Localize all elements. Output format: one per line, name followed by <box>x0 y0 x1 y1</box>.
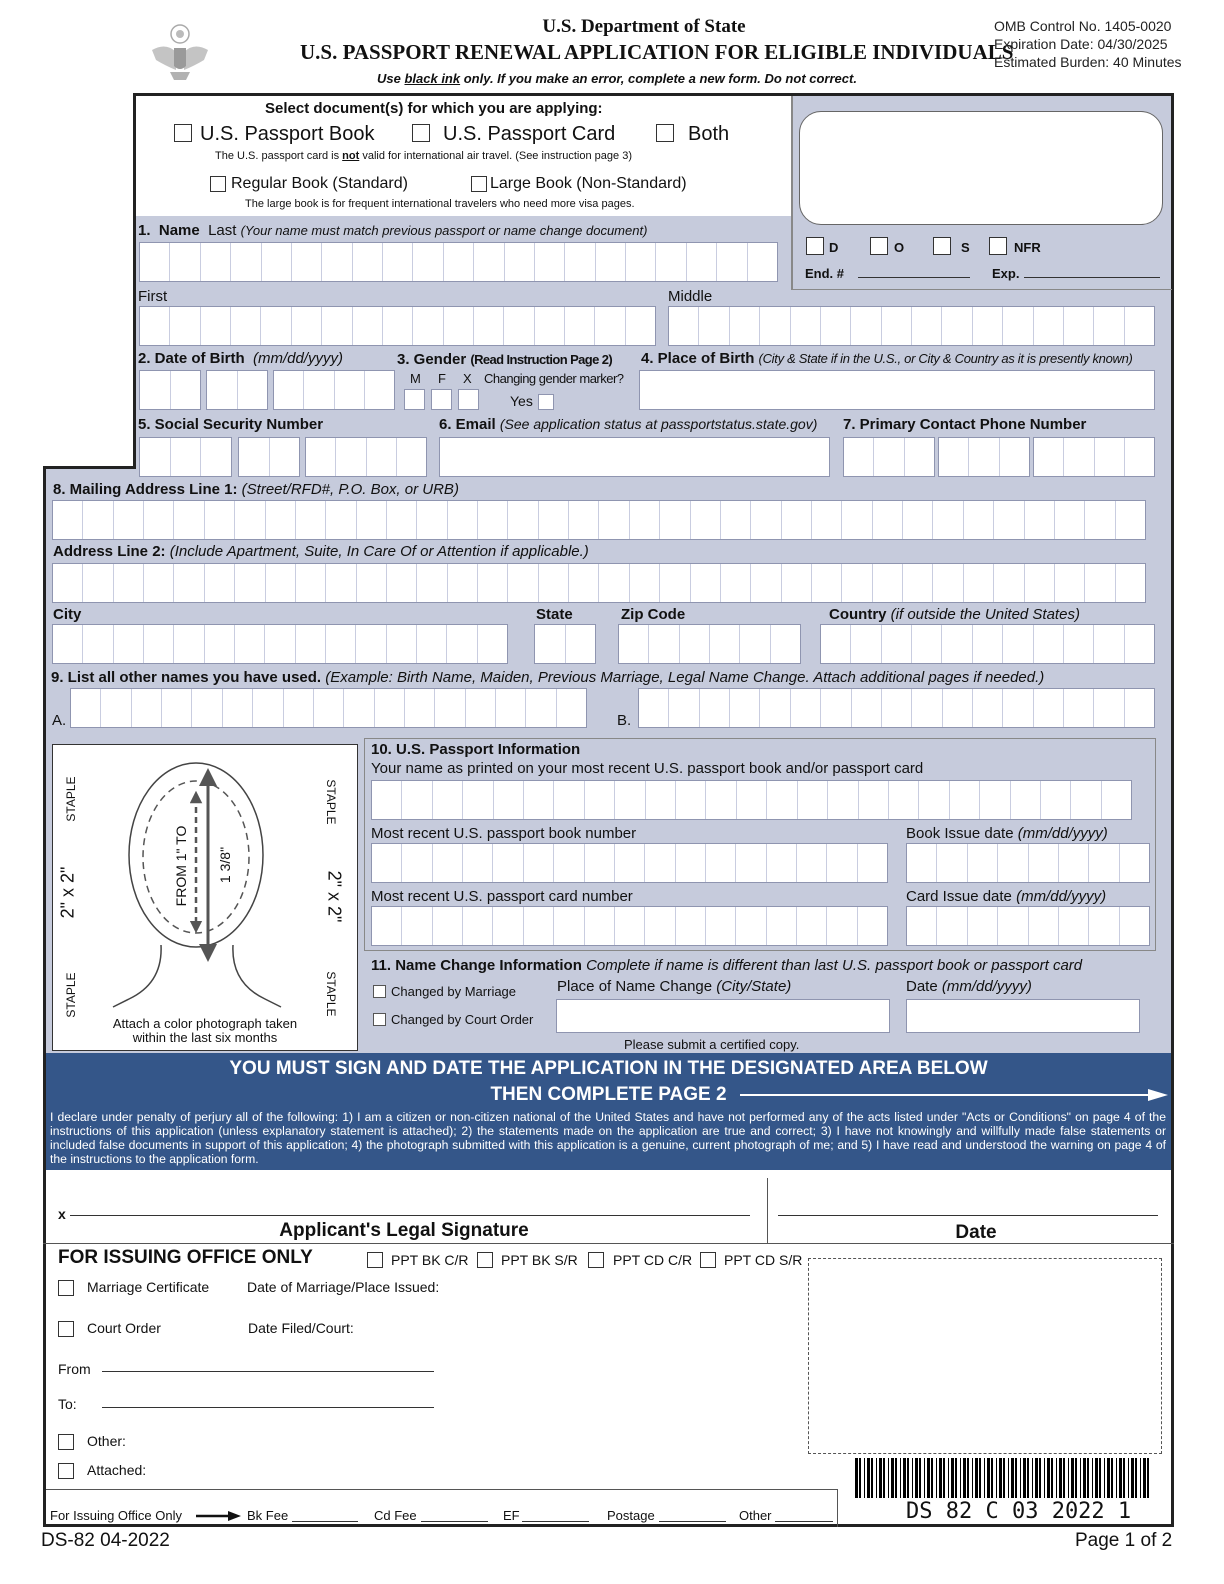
last-name-label: Last <box>208 222 237 239</box>
gender-m-box[interactable] <box>404 389 425 410</box>
office-d-checkbox[interactable] <box>806 237 824 255</box>
barcode-bar <box>979 1458 981 1498</box>
last-name-note: (Your name must match previous passport or name change document) <box>240 223 648 238</box>
state-field[interactable] <box>534 624 596 664</box>
card-date-title: Card Issue date <box>906 888 1012 905</box>
barcode-bar <box>1095 1458 1098 1498</box>
barcode-bar <box>927 1458 930 1498</box>
name-change-title: 11. Name Change Information <box>371 957 582 974</box>
office-end-label: End. # <box>805 266 845 281</box>
ppt-cd-cr-label: PPT CD C/R <box>613 1252 693 1268</box>
signature-date-label: Date <box>955 1222 997 1243</box>
regular-book-checkbox[interactable] <box>210 176 226 192</box>
barcode-bar <box>1027 1458 1029 1498</box>
office-o-checkbox[interactable] <box>870 237 888 255</box>
ppt-cd-sr-label: PPT CD S/R <box>724 1252 803 1268</box>
changed-court-checkbox[interactable] <box>373 1013 386 1026</box>
ssn-part3-field[interactable] <box>305 437 427 477</box>
barcode-bar <box>984 1458 985 1498</box>
department-name: U.S. Department of State <box>542 16 746 37</box>
form-title: U.S. PASSPORT RENEWAL APPLICATION FOR ELIGIBLE INDIVIDUALS <box>300 40 1014 64</box>
pob-label <box>641 350 1133 367</box>
office-exp-label: Exp. <box>992 266 1020 281</box>
dob-title: 2. Date of Birth <box>138 350 245 367</box>
book-number-label: Most recent U.S. passport book number <box>371 825 637 842</box>
ppt-bk-sr-checkbox[interactable] <box>477 1252 493 1268</box>
barcode-bar <box>975 1458 978 1498</box>
form-number: DS-82 04-2022 <box>41 1530 170 1551</box>
change-date-label <box>906 978 1032 995</box>
pob-hint: (City & State if in the U.S., or City & Country as it is presently known) <box>758 351 1133 366</box>
date-filed-label: Date Filed/Court: <box>248 1320 354 1336</box>
fees-office-label: For Issuing Office Only <box>50 1508 182 1523</box>
staple-top-right: STAPLE <box>324 779 338 825</box>
barcode-bar <box>991 1458 993 1498</box>
date-marriage-label: Date of Marriage/Place Issued: <box>247 1279 440 1295</box>
office-end-line <box>858 264 970 278</box>
head-outline-icon <box>53 745 357 1050</box>
barcode-bar <box>888 1458 889 1498</box>
barcode-bar <box>948 1458 949 1498</box>
page-number: Page 1 of 2 <box>1075 1530 1173 1551</box>
gender-hint: (Read Instruction Page 2) <box>470 352 613 367</box>
office-o-label: O <box>894 240 905 255</box>
office-nfr-label: NFR <box>1014 240 1041 255</box>
office-s-label: S <box>961 240 970 255</box>
barcode-bar <box>900 1458 901 1498</box>
attached-checkbox[interactable] <box>58 1463 74 1479</box>
barcode-bar <box>912 1458 913 1498</box>
photo-size-right: 2" x 2" <box>324 870 345 923</box>
mailing-hint: (Street/RFD#, P.O. Box, or URB) <box>241 481 459 498</box>
barcode-bar <box>1147 1458 1149 1498</box>
zip-label: Zip Code <box>621 606 686 623</box>
attached-label: Attached: <box>87 1462 147 1478</box>
photo-size-left: 2" x 2" <box>57 866 78 919</box>
card-number-field[interactable] <box>371 906 888 946</box>
country-label <box>829 606 1080 623</box>
barcode-bar <box>967 1458 969 1498</box>
postage-line[interactable] <box>659 1508 726 1522</box>
ssn-label: 5. Social Security Number <box>138 416 324 433</box>
gender-f: F <box>438 371 446 386</box>
barcode-bar <box>951 1458 954 1498</box>
office-d-label: D <box>829 240 839 255</box>
to-label: To: <box>58 1396 77 1412</box>
other-name-a-field[interactable] <box>70 688 587 728</box>
barcode-bar <box>1104 1458 1105 1498</box>
name-num: 1. <box>138 222 151 239</box>
barcode-bar <box>883 1458 885 1498</box>
barcode-bar <box>999 1458 1002 1498</box>
barcode-bar <box>1044 1458 1045 1498</box>
passport-info-heading: 10. U.S. Passport Information <box>371 741 581 758</box>
email-field[interactable] <box>439 437 830 477</box>
issuing-stamp-area <box>808 1258 1162 1454</box>
phone-area-field[interactable] <box>843 437 935 477</box>
barcode <box>855 1458 1155 1498</box>
dob-hint: (mm/dd/yyyy) <box>253 350 344 367</box>
date-line[interactable] <box>778 1200 1158 1216</box>
barcode-bar <box>996 1458 997 1498</box>
name-title: Name <box>158 222 200 239</box>
photo-from-label: FROM 1" TO <box>173 825 189 907</box>
barcode-bar <box>1087 1458 1089 1498</box>
barcode-bar <box>1039 1458 1041 1498</box>
sign-banner-line2: THEN COMPLETE PAGE 2 <box>490 1084 727 1105</box>
photo-guide-drawing <box>53 745 357 1050</box>
card-note-not: not <box>342 150 360 162</box>
ink-pre: Use <box>377 71 405 86</box>
barcode-bar <box>1099 1458 1101 1498</box>
gender-changing-label: Changing gender marker? <box>484 371 624 386</box>
mailing-line1-label <box>53 481 459 498</box>
barcode-bar <box>1032 1458 1033 1498</box>
barcode-bar <box>907 1458 909 1498</box>
large-book-label: Large Book (Non-Standard) <box>490 175 687 192</box>
card-note-pre: The U.S. passport card is <box>215 150 343 162</box>
doc-select-heading: Select document(s) for which you are applying: <box>265 100 603 117</box>
changed-court-label: Changed by Court Order <box>391 1012 534 1027</box>
barcode-bar <box>1059 1458 1062 1498</box>
marriage-cert-checkbox[interactable] <box>58 1280 74 1296</box>
zip-field[interactable] <box>618 624 801 664</box>
large-book-note: The large book is for frequent international travelers who need more visa pages. <box>245 198 635 210</box>
sign-banner-line1: YOU MUST SIGN AND DATE THE APPLICATION IN THE DESIGNATED AREA BELOW <box>229 1058 988 1079</box>
barcode-bar <box>1143 1458 1146 1498</box>
barcode-bar <box>879 1458 882 1498</box>
book-label: U.S. Passport Book <box>200 123 375 145</box>
office-nfr-checkbox[interactable] <box>989 237 1007 255</box>
middle-name-field[interactable] <box>668 306 1155 346</box>
barcode-bar <box>936 1458 937 1498</box>
gender-yes-label: Yes <box>510 393 533 409</box>
card-note-post: valid for international air travel. (See instruction page 3) <box>359 150 632 162</box>
dob-year-field[interactable] <box>273 370 395 410</box>
barcode-bar <box>1003 1458 1005 1498</box>
email-hint: (See application status at passportstatus.state.gov) <box>499 416 818 432</box>
barcode-bar <box>1135 1458 1137 1498</box>
book-number-field[interactable] <box>371 843 888 883</box>
photo-attach-text <box>53 1017 357 1045</box>
mailing-line1-field[interactable] <box>52 500 1146 540</box>
barcode-bar <box>876 1458 877 1498</box>
declaration-text: I declare under penalty of perjury all of the following: 1) I am a citizen or non-citizen national of the United States and have not performed any of the acts listed under "Acts or Conditions" on page 4 of the instructions of this application (unless explanatory statement is attached); 2) the statements made on the application are true and correct; 3) I have not knowingly and willfully made false statements or included false documents in support of this application; 4) the photograph submitted with this application is a genuine, current photograph of me; and 5) I have read and understood the warning on page 4 of the instructions to the application form. <box>50 1110 1166 1166</box>
barcode-bar <box>1111 1458 1113 1498</box>
card-date-label <box>906 888 1106 905</box>
barcode-bar <box>1116 1458 1117 1498</box>
gender-title: 3. Gender <box>397 351 467 368</box>
bk-fee-line[interactable] <box>292 1508 358 1522</box>
barcode-bar <box>891 1458 894 1498</box>
barcode-bar <box>1023 1458 1026 1498</box>
ppt-bk-cr-label: PPT BK C/R <box>391 1252 469 1268</box>
fees-other-label: Other <box>739 1508 772 1523</box>
issuing-heading: FOR ISSUING OFFICE ONLY <box>58 1247 313 1268</box>
barcode-bar <box>955 1458 957 1498</box>
barcode-bar <box>987 1458 990 1498</box>
ink-post: only. If you make an error, complete a new form. Do not correct. <box>460 71 857 86</box>
middle-name-label: Middle <box>668 288 713 305</box>
form-notch-line <box>43 466 136 469</box>
card-number-label: Most recent U.S. passport card number <box>371 888 633 905</box>
barcode-bar <box>1063 1458 1065 1498</box>
barcode-bar <box>1008 1458 1009 1498</box>
passport-name-label: Your name as printed on your most recent U.S. passport book and/or passport card <box>371 760 924 777</box>
first-name-field[interactable] <box>139 306 656 346</box>
pob-field[interactable] <box>639 370 1155 410</box>
card-label: U.S. Passport Card <box>443 123 616 145</box>
mailing-title: 8. Mailing Address Line 1: <box>53 481 238 498</box>
court-order-label: Court Order <box>87 1320 161 1336</box>
arrow-right-icon <box>740 1087 1170 1103</box>
barcode-bar <box>1068 1458 1069 1498</box>
office-s-checkbox[interactable] <box>933 237 951 255</box>
ppt-cd-sr-checkbox[interactable] <box>700 1252 716 1268</box>
ink-underlined: black ink <box>404 71 461 86</box>
from-line[interactable] <box>102 1356 434 1372</box>
barcode-bar <box>924 1458 925 1498</box>
last-name-field[interactable] <box>139 242 778 282</box>
expiration-date: Expiration Date: 04/30/2025 <box>994 36 1168 52</box>
bk-fee-label: Bk Fee <box>247 1508 289 1523</box>
country-hint: (if outside the United States) <box>890 606 1080 623</box>
gender-label <box>397 351 612 368</box>
ppt-bk-cr-checkbox[interactable] <box>367 1252 383 1268</box>
book-date-title: Book Issue date <box>906 825 1014 842</box>
barcode-bar <box>895 1458 897 1498</box>
barcode-bar <box>1020 1458 1021 1498</box>
gender-f-box[interactable] <box>431 389 452 410</box>
barcode-bar <box>1056 1458 1057 1498</box>
barcode-bar <box>1047 1458 1050 1498</box>
photo-to-label: 1 3/8" <box>217 846 233 884</box>
pob-title: 4. Place of Birth <box>641 350 755 367</box>
phone-prefix-field[interactable] <box>938 437 1030 477</box>
barcode-bar <box>1080 1458 1081 1498</box>
barcode-bar <box>1107 1458 1110 1498</box>
staple-top-left: STAPLE <box>64 776 78 822</box>
email-label <box>439 416 817 433</box>
mailing-line2-field[interactable] <box>52 563 1146 603</box>
state-label: State <box>536 606 573 623</box>
other-names-hint: (Example: Birth Name, Maiden, Previous Marriage, Legal Name Change. Attach additional pages if needed.) <box>325 669 1045 686</box>
city-field[interactable] <box>52 624 508 664</box>
change-date-hint: (mm/dd/yyyy) <box>941 978 1032 995</box>
barcode-bar <box>1015 1458 1017 1498</box>
cd-fee-line[interactable] <box>421 1508 488 1522</box>
name-change-hint: Complete if name is different than last U.S. passport book or passport card <box>586 957 1083 974</box>
staple-bottom-right: STAPLE <box>324 971 338 1017</box>
name-label <box>138 222 647 239</box>
ssn-part2-field[interactable] <box>238 437 300 477</box>
line2-title: Address Line 2: <box>53 543 166 560</box>
ppt-cd-cr-checkbox[interactable] <box>588 1252 604 1268</box>
other-name-a-label: A. <box>52 712 67 729</box>
barcode-bar <box>972 1458 973 1498</box>
barcode-icon <box>855 1458 1155 1498</box>
barcode-bar <box>931 1458 933 1498</box>
ppt-bk-sr-label: PPT BK S/R <box>501 1252 578 1268</box>
book-checkbox[interactable] <box>174 124 192 142</box>
gender-m: M <box>410 371 421 386</box>
barcode-bar <box>943 1458 945 1498</box>
large-book-checkbox[interactable] <box>471 176 487 192</box>
fees-other-line[interactable] <box>775 1508 833 1522</box>
barcode-bar <box>1051 1458 1053 1498</box>
barcode-bar <box>864 1458 865 1498</box>
card-note <box>215 150 632 162</box>
signature-line[interactable] <box>70 1200 750 1216</box>
cd-fee-label: Cd Fee <box>374 1508 417 1523</box>
signature-label: Applicant's Legal Signature <box>279 1220 529 1241</box>
barcode-bar <box>1140 1458 1141 1498</box>
email-title: 6. Email <box>439 416 496 433</box>
office-stamp-box <box>799 111 1163 225</box>
omb-info <box>994 17 1182 71</box>
barcode-bar <box>939 1458 942 1498</box>
changed-marriage-label: Changed by Marriage <box>391 984 517 999</box>
phone-label: 7. Primary Contact Phone Number <box>843 416 1087 433</box>
staple-bottom-left: STAPLE <box>64 972 78 1018</box>
certified-copy-note: Please submit a certified copy. <box>624 1037 800 1052</box>
barcode-bar <box>855 1458 858 1498</box>
country-title: Country <box>829 606 887 623</box>
marriage-cert-label: Marriage Certificate <box>87 1279 210 1295</box>
ef-line[interactable] <box>522 1508 589 1522</box>
card-date-hint: (mm/dd/yyyy) <box>1016 888 1107 905</box>
both-label: Both <box>688 123 730 145</box>
regular-book-label: Regular Book (Standard) <box>231 175 408 192</box>
office-box-divider <box>791 96 793 290</box>
passport-name-field[interactable] <box>371 780 1132 820</box>
mailing-line2-label <box>53 543 589 560</box>
place-change-hint: (City/State) <box>716 978 792 995</box>
card-checkbox[interactable] <box>412 124 430 142</box>
gender-yes-box[interactable] <box>538 394 554 410</box>
book-date-hint: (mm/dd/yyyy) <box>1017 825 1108 842</box>
first-name-label: First <box>138 288 168 305</box>
barcode-text: DS 82 C 03 2022 1 <box>906 1499 1132 1524</box>
barcode-bar <box>1083 1458 1086 1498</box>
barcode-bar <box>1119 1458 1122 1498</box>
gender-x: X <box>463 371 472 386</box>
barcode-bar <box>903 1458 906 1498</box>
barcode-bar <box>963 1458 966 1498</box>
barcode-bar <box>867 1458 870 1498</box>
fees-arrow-icon <box>196 1509 242 1521</box>
omb-number: OMB Control No. 1405-0020 <box>994 18 1172 34</box>
place-change-title: Place of Name Change <box>557 978 713 995</box>
attach-line2: within the last six months <box>132 1030 278 1045</box>
name-change-heading <box>371 957 1082 974</box>
gender-x-box[interactable] <box>458 389 479 410</box>
book-date-label <box>906 825 1108 842</box>
barcode-bar <box>1123 1458 1125 1498</box>
change-date-field[interactable] <box>906 999 1140 1033</box>
barcode-bar <box>1092 1458 1093 1498</box>
change-date-title: Date <box>906 978 938 995</box>
attach-line1: Attach a color photograph taken <box>112 1016 298 1031</box>
other-name-b-label: B. <box>617 712 632 729</box>
card-date-field[interactable] <box>906 906 1150 946</box>
other-name-b-field[interactable] <box>638 688 1155 728</box>
barcode-bar <box>871 1458 873 1498</box>
changed-marriage-checkbox[interactable] <box>373 985 386 998</box>
other-names-label <box>51 669 1044 686</box>
signature-x: x <box>58 1206 66 1222</box>
other-names-title: 9. List all other names you have used. <box>51 669 322 686</box>
other-checkbox[interactable] <box>58 1434 74 1450</box>
ink-instruction <box>377 71 857 86</box>
dob-day-field[interactable] <box>206 370 268 410</box>
book-date-field[interactable] <box>906 843 1150 883</box>
dob-month-field[interactable] <box>139 370 201 410</box>
court-order-checkbox[interactable] <box>58 1321 74 1337</box>
office-exp-line <box>1024 264 1160 278</box>
issuing-divider <box>43 1243 1174 1244</box>
barcode-bar <box>1131 1458 1134 1498</box>
barcode-bar <box>915 1458 918 1498</box>
barcode-bar <box>859 1458 861 1498</box>
country-field[interactable] <box>820 624 1155 664</box>
office-box-bottom <box>792 289 1172 290</box>
line2-hint: (Include Apartment, Suite, In Care Of or Attention if applicable.) <box>169 543 589 560</box>
both-checkbox[interactable] <box>656 124 674 142</box>
place-change-field[interactable] <box>556 999 890 1033</box>
estimated-burden: Estimated Burden: 40 Minutes <box>994 54 1182 70</box>
barcode-bar <box>919 1458 921 1498</box>
barcode-bar <box>1128 1458 1129 1498</box>
barcode-bar <box>960 1458 961 1498</box>
ef-label: EF <box>503 1508 520 1523</box>
barcode-bar <box>1011 1458 1014 1498</box>
other-label: Other: <box>87 1433 126 1449</box>
place-change-label <box>557 978 791 995</box>
city-label: City <box>53 606 82 623</box>
signature-divider <box>767 1178 768 1243</box>
dob-label <box>138 350 343 367</box>
from-label: From <box>58 1361 91 1377</box>
postage-label: Postage <box>607 1508 655 1523</box>
ssn-part1-field[interactable] <box>139 437 232 477</box>
barcode-bar <box>1075 1458 1077 1498</box>
barcode-bar <box>1071 1458 1074 1498</box>
barcode-bar <box>1035 1458 1038 1498</box>
phone-line-field[interactable] <box>1033 437 1155 477</box>
to-line[interactable] <box>102 1392 434 1408</box>
